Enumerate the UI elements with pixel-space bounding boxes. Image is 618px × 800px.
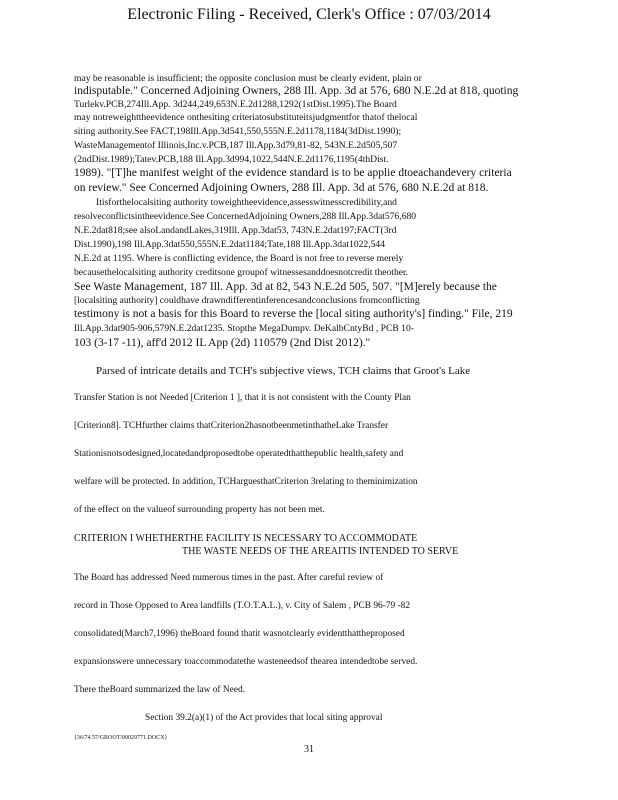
quote-line: Ill.App.3dat905-906,579N.E.2dat1235. Stopthe MegaDumpv. DeKalbCntyBd , PCB 10-: [74, 323, 414, 334]
criterion-heading: CRITERION I WHETHERTHE FACILITY IS NECESSARY TO ACCOMMODATE: [74, 533, 418, 544]
quote-line: [localsiting authority] couldhave drawndifferentinferencesandconclusions fromconflicting: [74, 295, 420, 306]
paragraph-line: expansionswere unnecessary toaccommodatethe wasteneedsof thearea intendedtobe served.: [74, 657, 418, 667]
quote-line: becausethelocalsiting authority creditsone groupof witnessesanddoesnotcredit theother.: [74, 267, 409, 278]
quote-line: on review." See Concerned Adjoining Owners, 288 Ill. App. 3d at 576, 680 N.E.2d at 818.: [74, 182, 489, 194]
paragraph-line: The Board has addressed Need numerous times in the past. After careful review of: [74, 573, 384, 583]
quote-line: Turlekv.PCB,274Ill.App. 3d244,249,653N.E.2d1288,1292(1stDist.1995).The Board: [74, 99, 397, 110]
quote-line: 103 (3-17 -11), aff'd 2012 IL App (2d) 110579 (2nd Dist 2012).": [74, 337, 371, 349]
quote-line: resolveconflictsintheevidence.See ConcernedAdjoining Owners,288 Ill.App.3dat576,680: [74, 211, 417, 222]
paragraph-line: There theBoard summarized the law of Need.: [74, 685, 246, 695]
page-number: 31: [304, 744, 314, 755]
quote-line: WasteManagementof Illinois,Inc.v.PCB,187 Ill.App.3d79,81-82, 543N.E.2d505,507: [74, 140, 398, 151]
criterion-heading-continued: THE WASTE NEEDS OF THE AREAITIS INTENDED TO SERVE: [182, 546, 459, 557]
paragraph-line: consolidated(March7,1996) theBoard found thatit wasnotclearly evidentthattheproposed: [74, 629, 405, 639]
quote-line: N.E.2dat818;see alsoLandandLakes,319Ill. App.3dat53, 743N.E.2dat197;FACT(3rd: [74, 225, 397, 236]
quote-line: Itisforthelocalsiting authority toweightheevidence,assesswitnesscredibility,and: [96, 197, 397, 208]
quote-line: 1989). "[T]he manifest weight of the evidence standard is to be applie dtoeachandevery criteria: [74, 167, 512, 179]
quote-line: Dist.1990),198 Ill.App.3dat550,555N.E.2dat1184;Tate,188 Ill.App.3dat1022,544: [74, 239, 385, 250]
paragraph-line: welfare will be protected. In addition, TCHarguesthatCriterion 3relating to theminimization: [74, 477, 418, 487]
quote-line: See Waste Management, 187 Ill. App. 3d at 82, 543 N.E.2d 505, 507. "[M]erely because the: [74, 281, 497, 293]
quote-line: siting authority.See FACT,198Ill.App.3d541,550,555N.E.2d1178,1184(3dDist.1990);: [74, 126, 402, 137]
paragraph-line: Stationisnotsodesigned,locatedandproposedtobe operatedthatthepublic health,safety and: [74, 449, 404, 459]
filing-header: Electronic Filing - Received, Clerk's Office : 07/03/2014: [127, 6, 491, 23]
quote-line: testimony is not a basis for this Board to reverse the [local siting authority's] finding." File, 219: [74, 308, 513, 320]
paragraph-line: of the effect on the valueof surrounding property has not been met.: [74, 505, 325, 515]
paragraph-line: record in Those Opposed to Area landfills (T.O.T.A.L.), v. City of Salem , PCB 96-79 -82: [74, 601, 411, 611]
intro-sentence: Parsed of intricate details and TCH's subjective views, TCH claims that Groot's Lake: [96, 365, 471, 377]
quote-line: N.E.2d at 1195. Where is conflicting evidence, the Board is not free to reverse merely: [74, 253, 404, 264]
paragraph-line: Transfer Station is not Needed [Criterion 1 ], that it is not consistent with the County Plan: [74, 393, 411, 403]
section-sentence: Section 39.2(a)(1) of the Act provides that local siting approval: [145, 713, 383, 723]
quote-line: may notreweighttheevidence onthesiting criteriatosubstituteitsjudgmentfor thatof thelocal: [74, 112, 418, 123]
document-code: {36/74.57/GROOT/00029771.DOCX}: [74, 735, 168, 741]
quote-line: indisputable." Concerned Adjoining Owners, 288 Ill. App. 3d at 576, 680 N.E.2d at 818, quoting: [74, 85, 519, 97]
paragraph-line: [Criterion8]. TCHfurther claims thatCriterion2hasnotbeenmetinthatheLake Transfer: [74, 421, 389, 431]
quote-line: may be reasonable is insufficient; the opposite conclusion must be clearly evident, plain or: [74, 73, 422, 84]
quote-line: (2ndDist.1989);Tatev.PCB,188 Ill.App.3d994,1022,544N.E.2d1176,1195(4thDist.: [74, 154, 389, 165]
